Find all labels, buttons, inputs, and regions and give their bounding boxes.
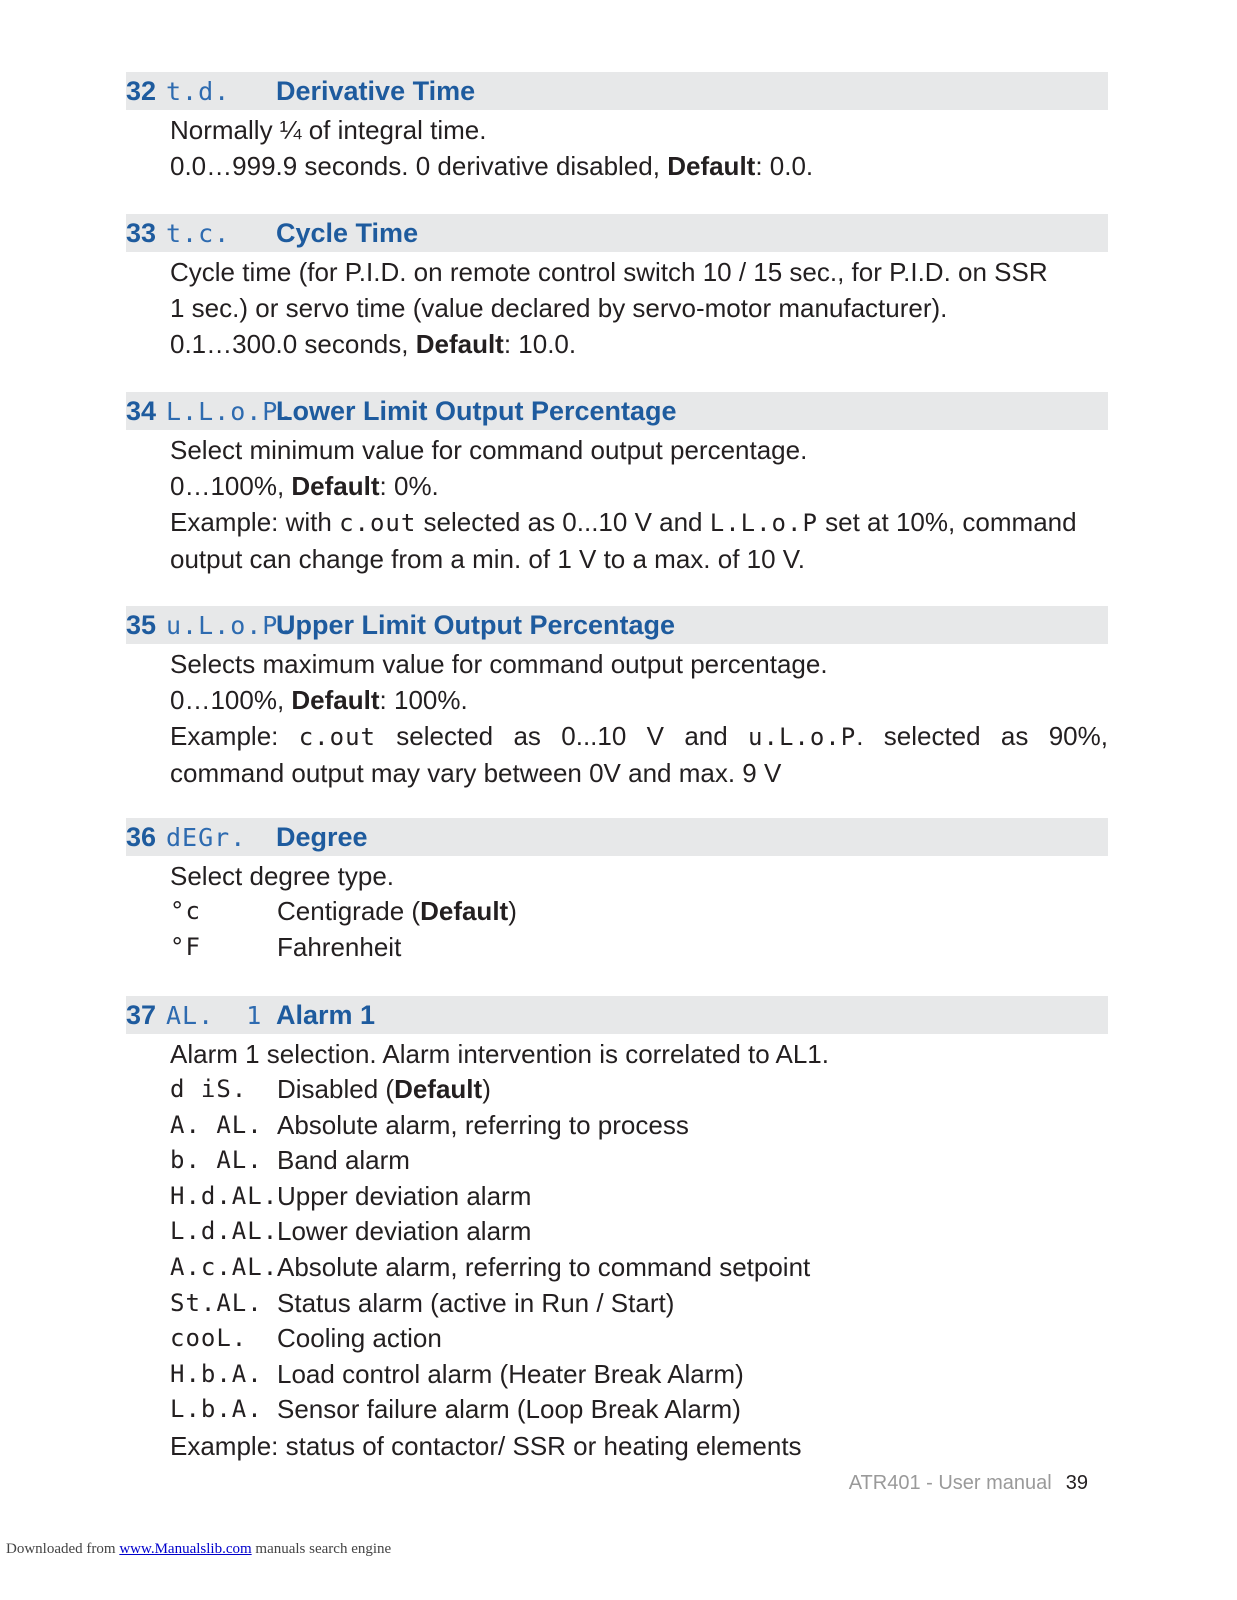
description-line [170,1036,1108,1072]
option-code: A. AL. [170,1110,263,1139]
description-line [170,646,1108,682]
text-run: Example: [170,721,299,751]
parameter-title: Derivative Time [276,75,476,106]
option-row [170,1108,1108,1144]
option-description [277,1250,810,1286]
text-run: Select minimum value for command output percentage. [170,435,808,465]
option-description [277,1286,674,1322]
text-run: Fahrenheit [277,931,402,962]
default-keyword: Default [291,685,380,715]
parameter-section-37 [126,996,1108,1464]
option-description [277,1072,491,1108]
parameter-title: Upper Limit Output Percentage [276,609,676,640]
section-body [126,432,1108,577]
parameter-number: 34 [126,395,157,426]
option-code: cooL. [170,1324,248,1353]
section-header [126,996,1108,1034]
download-suffix: manuals search engine [251,1541,392,1557]
parameter-number: 32 [126,75,157,106]
option-code: St.AL. [170,1288,263,1317]
parameter-number: 33 [126,217,157,248]
description-line [170,290,1108,326]
text-run: Status alarm (active in Run / Start) [277,1287,675,1318]
text-run: Normally ¼ of integral time. [170,115,487,145]
description-line [170,326,1108,362]
manual-name: ATR401 - User manual [848,1472,1052,1494]
description-line [170,755,1108,791]
text-run: selected as 0...10 V and [416,507,710,537]
text-run: set at 10%, command [817,507,1077,537]
description-line [170,504,1108,541]
text-run: Disabled ( [277,1074,395,1104]
text-run: Select degree type. [170,861,395,891]
option-row [170,1214,1108,1250]
description-line [170,432,1108,468]
section-body [126,1036,1108,1464]
option-description [277,1392,741,1428]
parameter-number: 35 [126,609,157,640]
text-run: Selects maximum value for command output percentage. [170,649,828,679]
option-description [277,1214,531,1250]
default-keyword: Default [667,151,756,181]
text-run: : 10.0. [503,329,577,359]
display-code: u.L.o.P [748,723,857,751]
parameter-code: u.L.o.P. [166,610,295,640]
page-footer [849,1472,1088,1495]
option-code: b. AL. [170,1146,263,1175]
option-code: A.c.AL. [170,1252,279,1281]
option-description [277,1108,689,1144]
option-description [277,1179,531,1215]
text-run: selected as 0...10 V and [375,721,749,751]
description-line [170,1428,1108,1464]
text-run: command output may vary between 0V and max. 9 V [170,758,782,788]
parameter-title: Alarm 1 [276,999,376,1030]
option-code: H.d.AL. [170,1181,279,1210]
parameter-section-32 [126,72,1108,184]
text-run: ) [508,896,517,926]
default-keyword: Default [394,1074,483,1104]
text-run: : 100%. [379,685,468,715]
text-run: Sensor failure alarm (Loop Break Alarm) [277,1394,741,1425]
parameter-number: 36 [126,821,157,852]
option-row [170,1286,1108,1322]
option-description [277,1321,442,1357]
option-row [170,1250,1108,1286]
text-run: : 0%. [379,471,439,501]
section-header [126,214,1108,252]
description-line [170,112,1108,148]
option-row [170,1179,1108,1215]
display-code: c.out [298,723,376,751]
parameter-section-35 [126,606,1108,791]
option-row [170,1072,1108,1108]
manualslib-link[interactable]: www.Manualslib.com [119,1541,252,1557]
option-row [170,1357,1108,1393]
option-code: L.d.AL. [170,1217,279,1246]
parameter-section-33 [126,214,1108,362]
section-body [126,254,1108,362]
option-row [170,894,1108,930]
option-description [277,930,401,966]
option-row [170,1143,1108,1179]
parameter-code: L.L.o.P. [166,396,295,426]
text-run: . selected as 90%, [856,721,1108,751]
parameter-title: Lower Limit Output Percentage [276,395,677,426]
option-code: L.b.A. [170,1395,263,1424]
option-code: °F [170,932,201,961]
section-header [126,392,1108,430]
option-row [170,930,1108,966]
text-run: Load control alarm (Heater Break Alarm) [277,1358,744,1389]
description-line [170,858,1108,894]
text-run: Absolute alarm, referring to command setpoint [277,1251,811,1282]
display-code: L.L.o.P [709,509,818,537]
section-header [126,818,1108,856]
text-run: Upper deviation alarm [277,1180,532,1211]
default-keyword: Default [415,329,504,359]
option-code: °c [170,897,201,925]
option-description [277,894,517,930]
description-line [170,254,1108,290]
option-row [170,1321,1108,1357]
text-run: 0…100%, [170,685,292,715]
parameter-title: Degree [276,821,368,852]
description-line [170,682,1108,718]
parameter-section-36 [126,818,1108,965]
text-run: Example: status of contactor/ SSR or heating elements [170,1430,802,1461]
text-run: 0.0…999.9 seconds. 0 derivative disabled, [170,151,668,181]
download-notice [6,1541,391,1558]
page-number: 39 [1065,1472,1088,1494]
option-description [277,1143,410,1179]
description-line [170,541,1108,577]
option-description [277,1357,744,1393]
section-body [126,858,1108,965]
option-code: H.b.A. [170,1359,263,1388]
section-body [126,112,1108,184]
section-header [126,72,1108,110]
parameter-number: 37 [126,999,157,1030]
text-run: output can change from a min. of 1 V to a max. of 10 V. [170,544,805,574]
parameter-code: t.d. [166,76,231,106]
parameter-code: t.c. [166,218,231,248]
description-line [170,148,1108,184]
text-run: : 0.0. [755,151,814,181]
parameter-code: AL. 1 [166,1000,263,1030]
default-keyword: Default [420,896,509,926]
parameter-title: Cycle Time [276,217,419,248]
description-line [170,718,1108,755]
text-run: 1 sec.) or servo time (value declared by servo-motor manufacturer). [170,293,948,323]
display-code: c.out [339,509,417,537]
parameter-code: dEGr. [166,822,247,852]
text-run: Centigrade ( [277,896,421,926]
text-run: Cooling action [277,1323,442,1354]
text-run: Example: with [170,507,340,537]
text-run: Absolute alarm, referring to process [277,1109,689,1140]
text-run: 0.1…300.0 seconds, [170,329,416,359]
parameter-section-34 [126,392,1108,577]
section-body [126,646,1108,791]
default-keyword: Default [291,471,380,501]
download-prefix: Downloaded from [6,1541,120,1557]
text-run: Alarm 1 selection. Alarm intervention is correlated to AL1. [170,1039,829,1069]
option-row [170,1392,1108,1428]
section-header [126,606,1108,644]
description-line [170,468,1108,504]
option-code: d iS. [170,1075,248,1103]
text-run: Lower deviation alarm [277,1216,532,1247]
text-run: 0…100%, [170,471,292,501]
text-run: Band alarm [277,1145,410,1176]
text-run: ) [482,1074,491,1104]
text-run: Cycle time (for P.I.D. on remote control switch 10 / 15 sec., for P.I.D. on SSR [170,257,1048,287]
